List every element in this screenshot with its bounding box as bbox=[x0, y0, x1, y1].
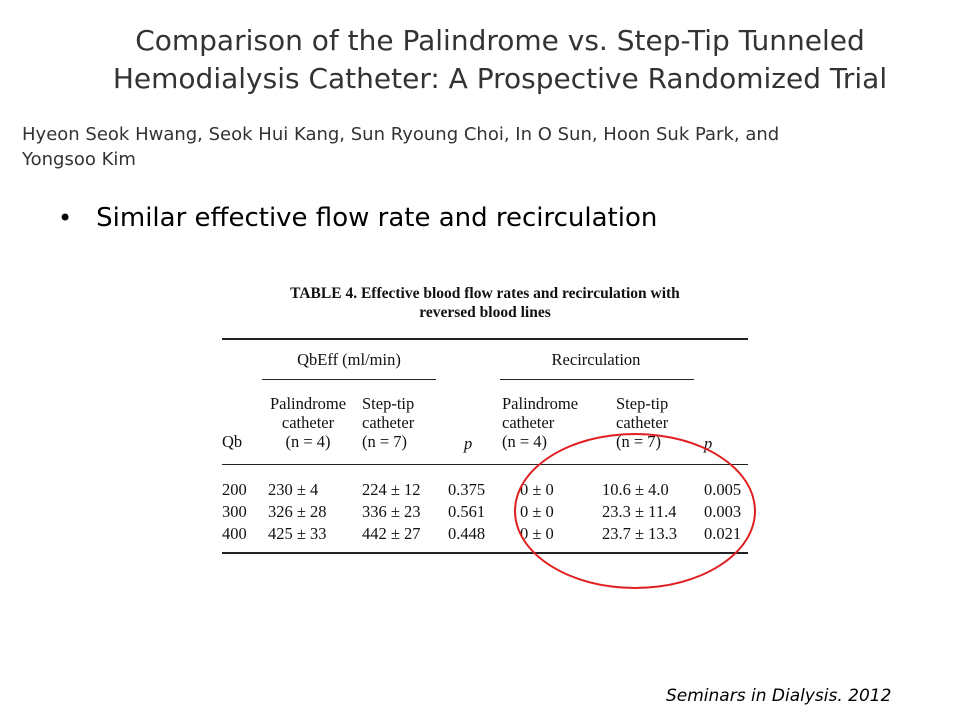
slide-title bbox=[40, 22, 960, 98]
cell-steptip: 442 ± 27 bbox=[362, 524, 421, 543]
cell-rec-steptip: 23.3 ± 11.4 bbox=[602, 502, 677, 521]
authors-line-1: Hyeon Seok Hwang, Seok Hui Kang, Sun Ryoung Choi, In O Sun, Hoon Suk Park, and bbox=[22, 124, 780, 145]
author-list bbox=[22, 122, 952, 172]
col-header-rec-steptip-l2: catheter bbox=[616, 413, 669, 432]
cell-rec-palindrome: 0 ± 0 bbox=[520, 524, 554, 543]
col-header-steptip-l1: Step-tip bbox=[362, 394, 415, 413]
col-header-palindrome-l1: Palindrome bbox=[269, 394, 347, 413]
group-header-qbeff: QbEff (ml/min) bbox=[297, 350, 401, 369]
col-header-steptip-l3: (n = 7) bbox=[362, 432, 408, 451]
col-header-palindrome-l3: (n = 4) bbox=[285, 432, 331, 451]
col-header-rec-palindrome-l2: catheter bbox=[502, 413, 555, 432]
cell-palindrome: 230 ± 4 bbox=[268, 480, 319, 499]
group-rule-recirculation bbox=[500, 379, 694, 380]
cell-p: 0.375 bbox=[448, 480, 486, 499]
bullet-point bbox=[58, 203, 657, 233]
citation: Seminars in Dialysis. 2012 bbox=[666, 686, 892, 706]
col-header-rec-steptip-l3: (n = 7) bbox=[616, 432, 662, 451]
col-header-rec-steptip-l1: Step-tip bbox=[616, 394, 669, 413]
table-top-rule bbox=[222, 338, 748, 340]
cell-rec-palindrome: 0 ± 0 bbox=[520, 480, 554, 499]
cell-palindrome: 326 ± 28 bbox=[268, 502, 327, 521]
group-rule-qbeff bbox=[262, 379, 436, 380]
cell-qb: 400 bbox=[222, 524, 247, 543]
col-header-qb: Qb bbox=[222, 432, 243, 451]
title-line-2: Hemodialysis Catheter: A Prospective Randomized Trial bbox=[112, 62, 888, 95]
col-header-rec-palindrome-l1: Palindrome bbox=[502, 394, 579, 413]
col-header-rec-palindrome-l3: (n = 4) bbox=[502, 432, 548, 451]
cell-rec-p: 0.003 bbox=[704, 502, 742, 521]
authors-line-2: Yongsoo Kim bbox=[22, 149, 136, 170]
bullet-icon: • bbox=[58, 204, 73, 232]
cell-steptip: 336 ± 23 bbox=[362, 502, 421, 521]
cell-qb: 300 bbox=[222, 502, 247, 521]
cell-palindrome: 425 ± 33 bbox=[268, 524, 327, 543]
table-caption-line-2: reversed blood lines bbox=[419, 304, 551, 321]
title-line-1: Comparison of the Palindrome vs. Step-Tip Tunneled bbox=[135, 24, 865, 57]
bullet-text: Similar effective flow rate and recirculation bbox=[96, 203, 658, 233]
col-header-p: p bbox=[464, 434, 473, 453]
cell-p: 0.561 bbox=[448, 502, 486, 521]
col-header-palindrome-l2: catheter bbox=[281, 413, 335, 432]
cell-steptip: 224 ± 12 bbox=[362, 480, 421, 499]
cell-qb: 200 bbox=[222, 480, 247, 499]
cell-rec-p: 0.021 bbox=[704, 524, 742, 543]
table-caption bbox=[222, 284, 748, 322]
cell-rec-steptip: 23.7 ± 13.3 bbox=[602, 524, 678, 543]
col-header-steptip-l2: catheter bbox=[362, 413, 415, 432]
table-caption-line-1: TABLE 4. Effective blood flow rates and recirculation with bbox=[290, 285, 680, 302]
cell-rec-steptip: 10.6 ± 4.0 bbox=[602, 480, 669, 499]
cell-rec-p: 0.005 bbox=[704, 480, 742, 499]
col-header-rec-p: p bbox=[704, 434, 713, 453]
highlight-circle bbox=[514, 433, 756, 589]
cell-p: 0.448 bbox=[448, 524, 486, 543]
cell-rec-palindrome: 0 ± 0 bbox=[520, 502, 554, 521]
group-header-recirculation: Recirculation bbox=[551, 350, 641, 369]
